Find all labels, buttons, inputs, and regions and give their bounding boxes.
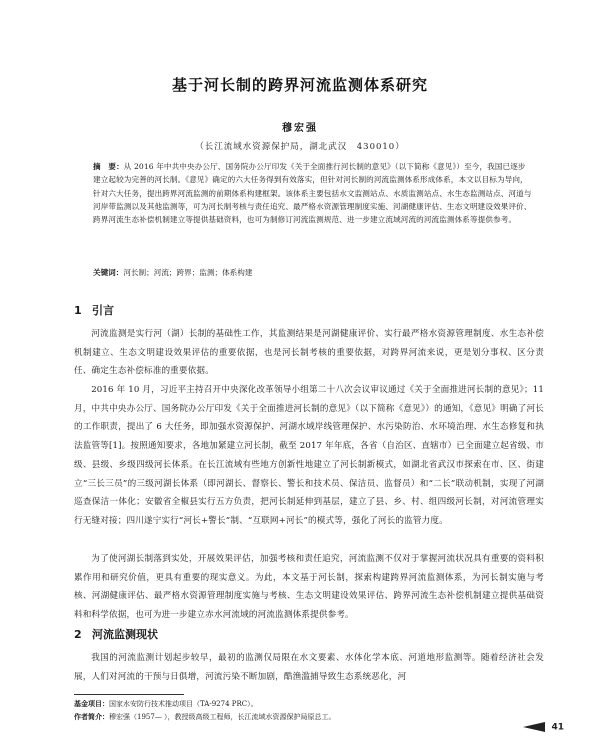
- section-heading-2: [74, 626, 158, 642]
- author-name: 穆宏强: [282, 123, 318, 134]
- paragraph: 2016 年 10 月，习近平主持召开中央深化改革领导小组第二十八次会议审议通过《关于全面推进河长制的意见》；11 月，中共中央办公厅、国务院办公厅印发《关于全面推进河长制的意见》（以下简称《意见》）的通知，《意见》明确了河长的工作职责，提出了 6 大任务，即加强水资源保护、河湖水域岸线管理保护、水污染防治、水环境治理、水生态修复和执法监管等[1]。按照通知要求，各地加紧建立河长制，截至 2017 年年底，各省（自治区、直辖市）已全面建立起省级、市级、县级、乡级四级河长体系。在长江流域有些地方创新性地建立了河长制新模式，如湖北省武汉市探索在市、区、街建立“三长三员”的三级河湖长体系（即河湖长、督察长、警长和技术员、保洁员、监督员）和“二长”联动机制，实现了河湖巡查保洁一体化；安徽省全椒县实行五方负责，把河长制延伸到基层，建立了县、乡、村、组四级河长制，对河流管理实行无缝对接；四川遂宁实行“河长+警长”制、“互联网+河长”的模式等，强化了河长的监管力度。: [74, 385, 544, 526]
- section-title: 河流监测现状: [92, 628, 158, 641]
- page-number-mark: [523, 722, 564, 733]
- footnote-divider: [74, 694, 184, 695]
- abstract: [93, 160, 533, 226]
- page-number: 41: [551, 722, 564, 732]
- footnote-author-text: 穆宏强（1957— ），教授级高级工程师，长江流域水资源保护局原总工。: [109, 713, 336, 721]
- keywords-label: 关键词：: [93, 268, 124, 277]
- paragraph: 我国的河流监测计划起步较早，最初的监测仅局限在水文要素、水体化学本底、河道地形监测等。随着经济社会发展，人们对河流的干预与日俱增，河流污染不断加剧，酷渔滥捕导致生态系统恶化，河: [74, 653, 544, 682]
- paragraph: 为了使河湖长制落到实处，开展效果评估，加强考核和责任追究，河流监测不仅对于掌握河流状况具有重要的资料积累作用和研究价值，更具有重要的现实意义。为此，本文基于河长制，探索构建跨界河流监测体系，为河长制实施与考核、河湖健康评估、最严格水资源管理制度实施与考核、生态文明建设效果评估、跨界河流生态补偿机制建立提供基础资料和科学依据，也可为进一步建立赤水河流域的河流监测体系提供参考。: [74, 554, 544, 621]
- footnotes: [74, 698, 544, 724]
- footnote-fund-label: 基金项目：: [74, 700, 109, 708]
- section-number: 1: [74, 304, 82, 317]
- footnote-fund: [74, 698, 544, 711]
- footnote-fund-text: 国家水安防行技术推动项目（TA-9274 PRC）。: [109, 700, 258, 708]
- section-number: 2: [74, 628, 82, 641]
- paper-title: 基于河长制的跨界河流监测体系研究: [171, 76, 428, 94]
- author-affiliation: （长江流域水资源保护局，湖北武汉 430010）: [195, 142, 405, 152]
- abstract-text: 从 2016 年中共中央办公厅、国务院办公厅印发《关于全面推行河长制的意见》（以下简称《意见》）至今，我国已逐步建立起较为完善的河长制。《意见》确定的六大任务得到有效落实，但针对河长制的河流监测体系形成体系，本文以目标为导向，针对六大任务，提出跨界河流监测的前期体系构建框架。该体系主要包括水文监测站点、水质监测站点、水生态监测站点、河道与河岸带监测以及其他监测等，可为河长制考核与责任追究、最严格水资源管理制度实施、河湖健康评估、生态文明建设效果评价、跨界河流生态补偿机制建立等提供基础资料，也可为制修订河流监测规范、进一步建立流域河流的河流监测体系等提供参考。: [93, 162, 532, 225]
- section-title: 引言: [92, 304, 114, 317]
- footnote-author: [74, 711, 544, 724]
- section-heading-1: [74, 302, 114, 318]
- page-arrow-icon: [523, 722, 545, 732]
- keywords-text: 河长制；河流；跨界；监测；体系构建: [123, 268, 253, 277]
- keywords: [93, 267, 533, 279]
- paragraph: 河流监测是实行河（湖）长制的基础性工作，其监测结果是河湖健康评价、实行最严格水资源管理制度、水生态补偿机制建立、生态文明建设效果评估的重要依据，也是河长制考核的重要依据，对跨界河流来说，更是划分事权、区分责任、确定生态补偿标准的重要依据。: [74, 329, 544, 377]
- abstract-label: 摘 要：: [93, 162, 124, 171]
- footnote-author-label: 作者简介：: [74, 713, 109, 721]
